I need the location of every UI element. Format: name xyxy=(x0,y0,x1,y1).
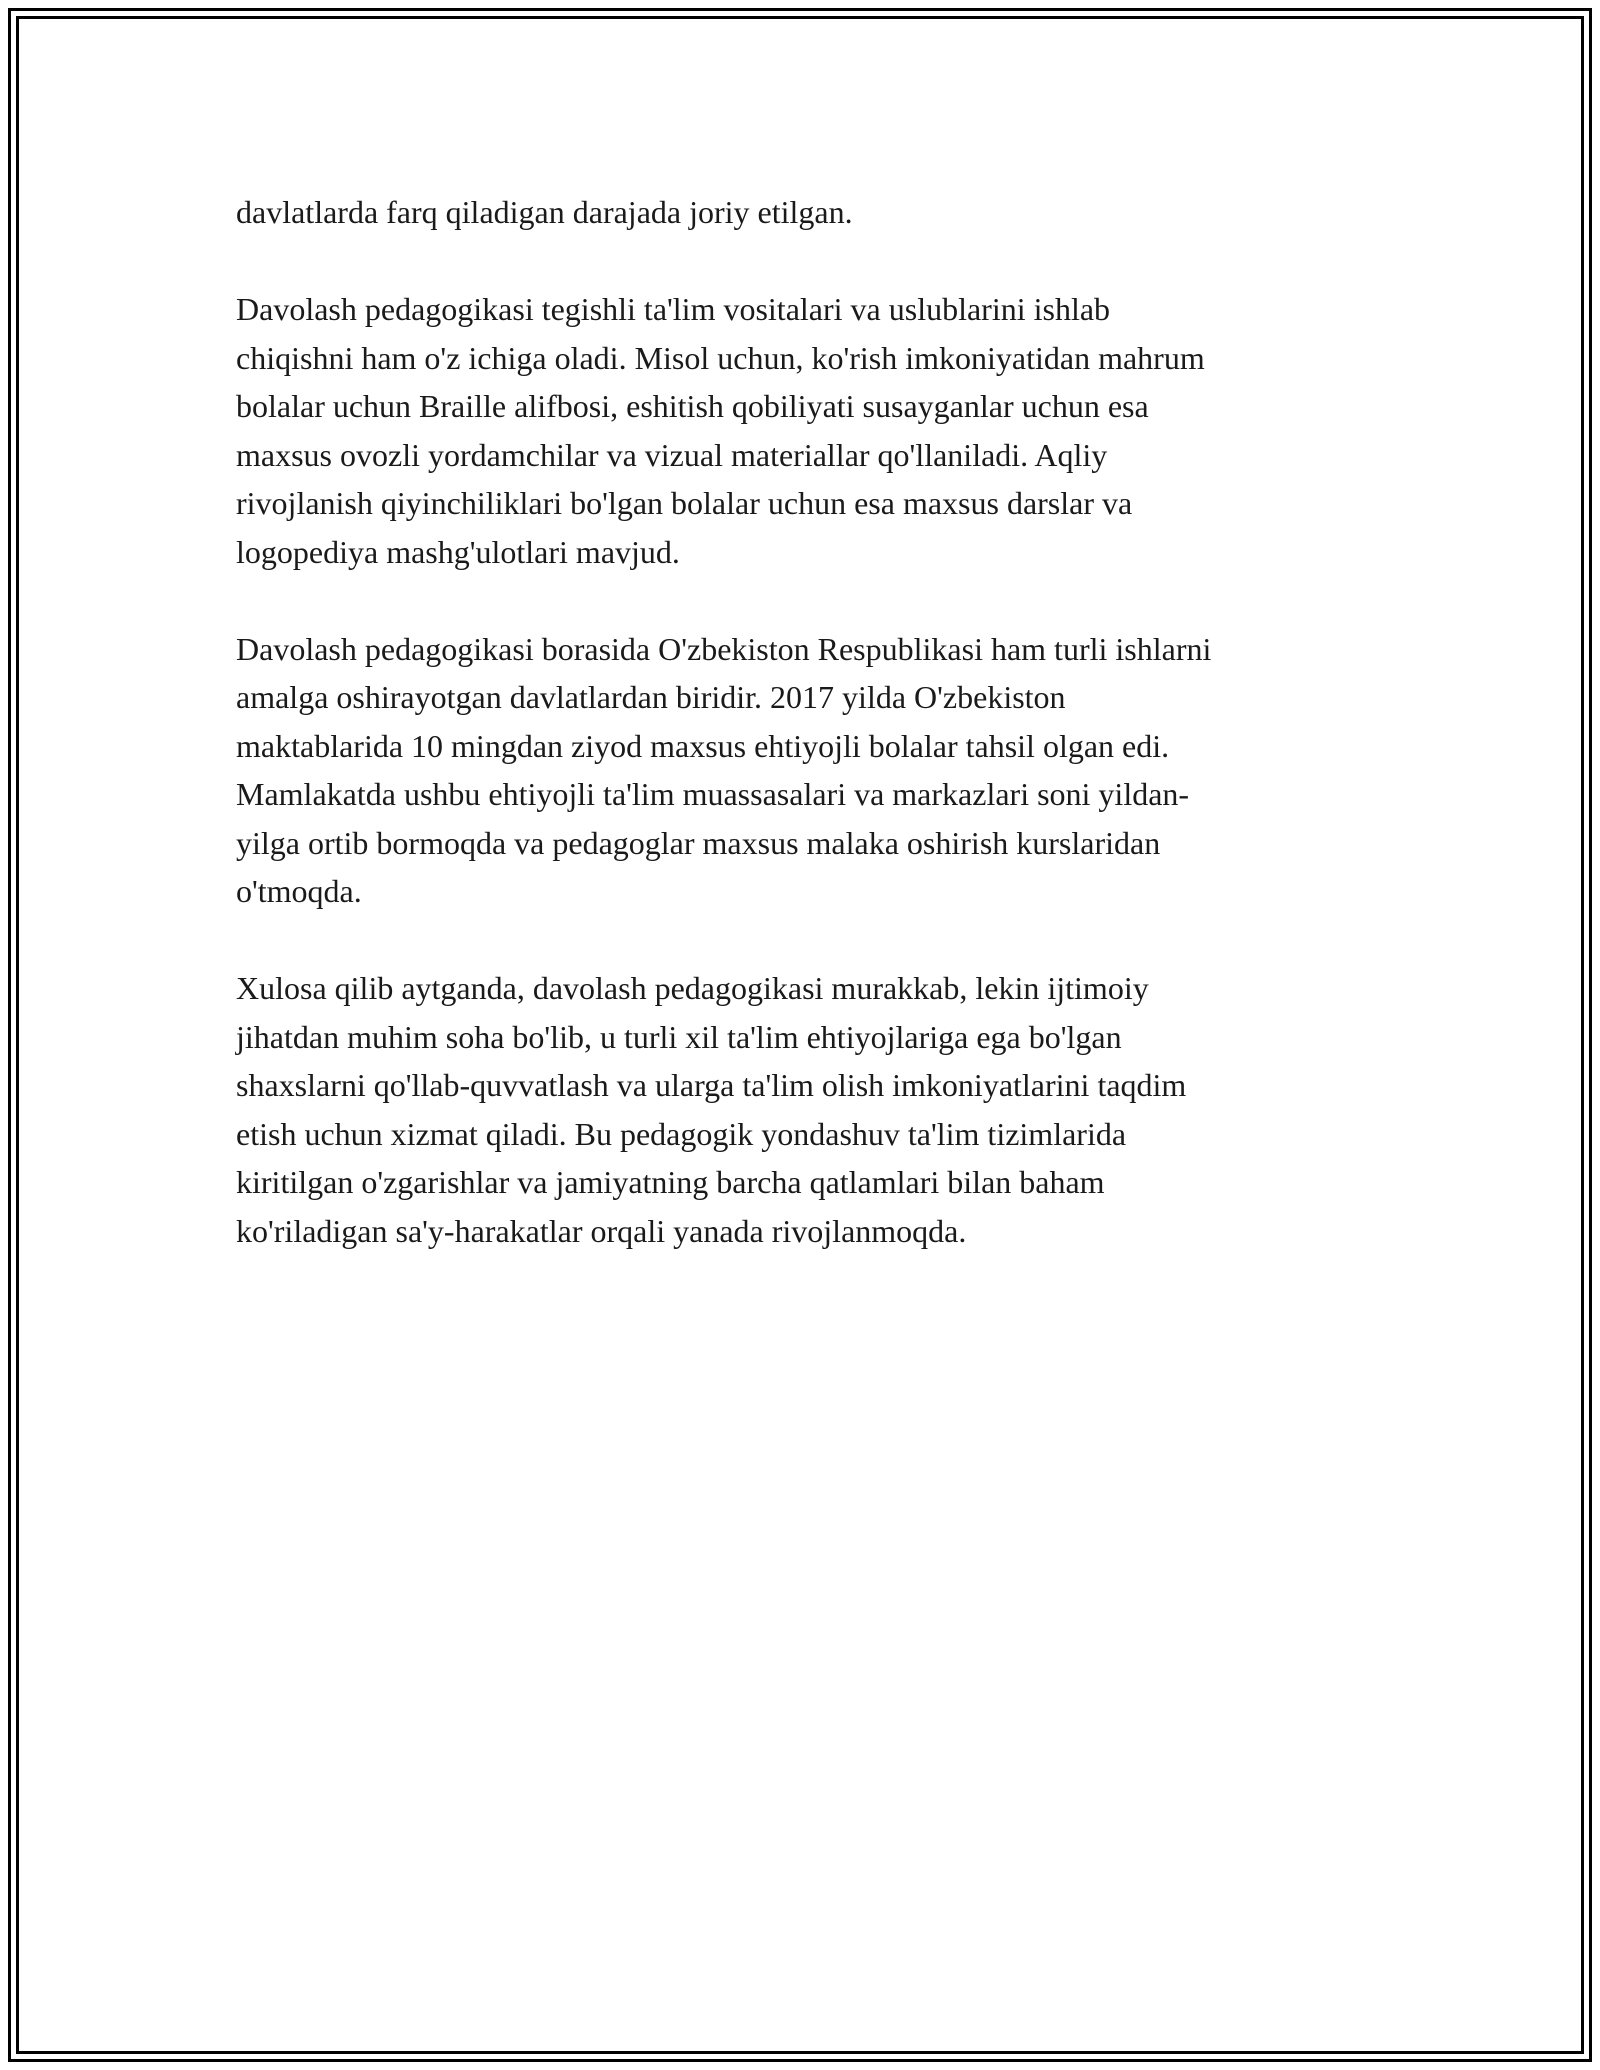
text-line: Davolash pedagogikasi tegishli ta'lim vositalari va uslublarini ishlab xyxy=(236,291,1111,327)
text-line: rivojlanish qiyinchiliklari bo'lgan bolalar uchun esa maxsus darslar va xyxy=(236,485,1133,521)
text-line: kiritilgan o'zgarishlar va jamiyatning barcha qatlamlari bilan baham xyxy=(236,1164,1105,1200)
text-line: jihatdan muhim soha bo'lib, u turli xil ta'lim ehtiyojlariga ega bo'lgan xyxy=(236,1018,1122,1055)
text-line: etish uchun xizmat qiladi. Bu pedagogik yondashuv ta'lim tizimlarida xyxy=(236,1115,1127,1152)
text-line: davlatlarda farq qiladigan darajada joriy etilgan. xyxy=(236,194,853,230)
text-line: amalga oshirayotgan davlatlardan biridir. 2017 yilda O'zbekiston xyxy=(236,679,1066,715)
text-line: Davolash pedagogikasi borasida O'zbekiston Respublikasi ham turli ishlarni xyxy=(236,630,1212,667)
text-line: yilga ortib bormoqda va pedagoglar maxsus malaka oshirish kurslaridan xyxy=(236,824,1161,861)
paragraph-4 xyxy=(236,964,1386,1255)
text-line: maktablarida 10 mingdan ziyod maxsus ehtiyojli bolalar tahsil olgan edi. xyxy=(236,727,1170,764)
text-line: shaxslarni qo'llab-quvvatlash va ularga ta'lim olish imkoniyatlarini taqdim xyxy=(236,1067,1187,1103)
text-line: logopediya mashg'ulotlari mavjud. xyxy=(236,533,680,570)
text-line: bolalar uchun Braille alifbosi, eshitish qobiliyati susayganlar uchun esa xyxy=(236,388,1149,424)
document-body xyxy=(236,188,1386,1304)
paragraph-2 xyxy=(236,285,1386,576)
text-line: Xulosa qilib aytganda, davolash pedagogikasi murakkab, lekin ijtimoiy xyxy=(236,970,1149,1006)
text-line: maxsus ovozli yordamchilar va vizual materiallar qo'llaniladi. Aqliy xyxy=(236,436,1108,473)
paragraph-1 xyxy=(236,188,1386,237)
text-line: Mamlakatda ushbu ehtiyojli ta'lim muassasalari va markazlari soni yildan- xyxy=(236,776,1190,812)
paragraph-3 xyxy=(236,625,1386,916)
text-line: chiqishni ham o'z ichiga oladi. Misol uchun, ko'rish imkoniyatidan mahrum xyxy=(236,339,1205,376)
text-line: ko'riladigan sa'y-harakatlar orqali yanada rivojlanmoqda. xyxy=(236,1212,967,1249)
text-line: o'tmoqda. xyxy=(236,873,362,909)
